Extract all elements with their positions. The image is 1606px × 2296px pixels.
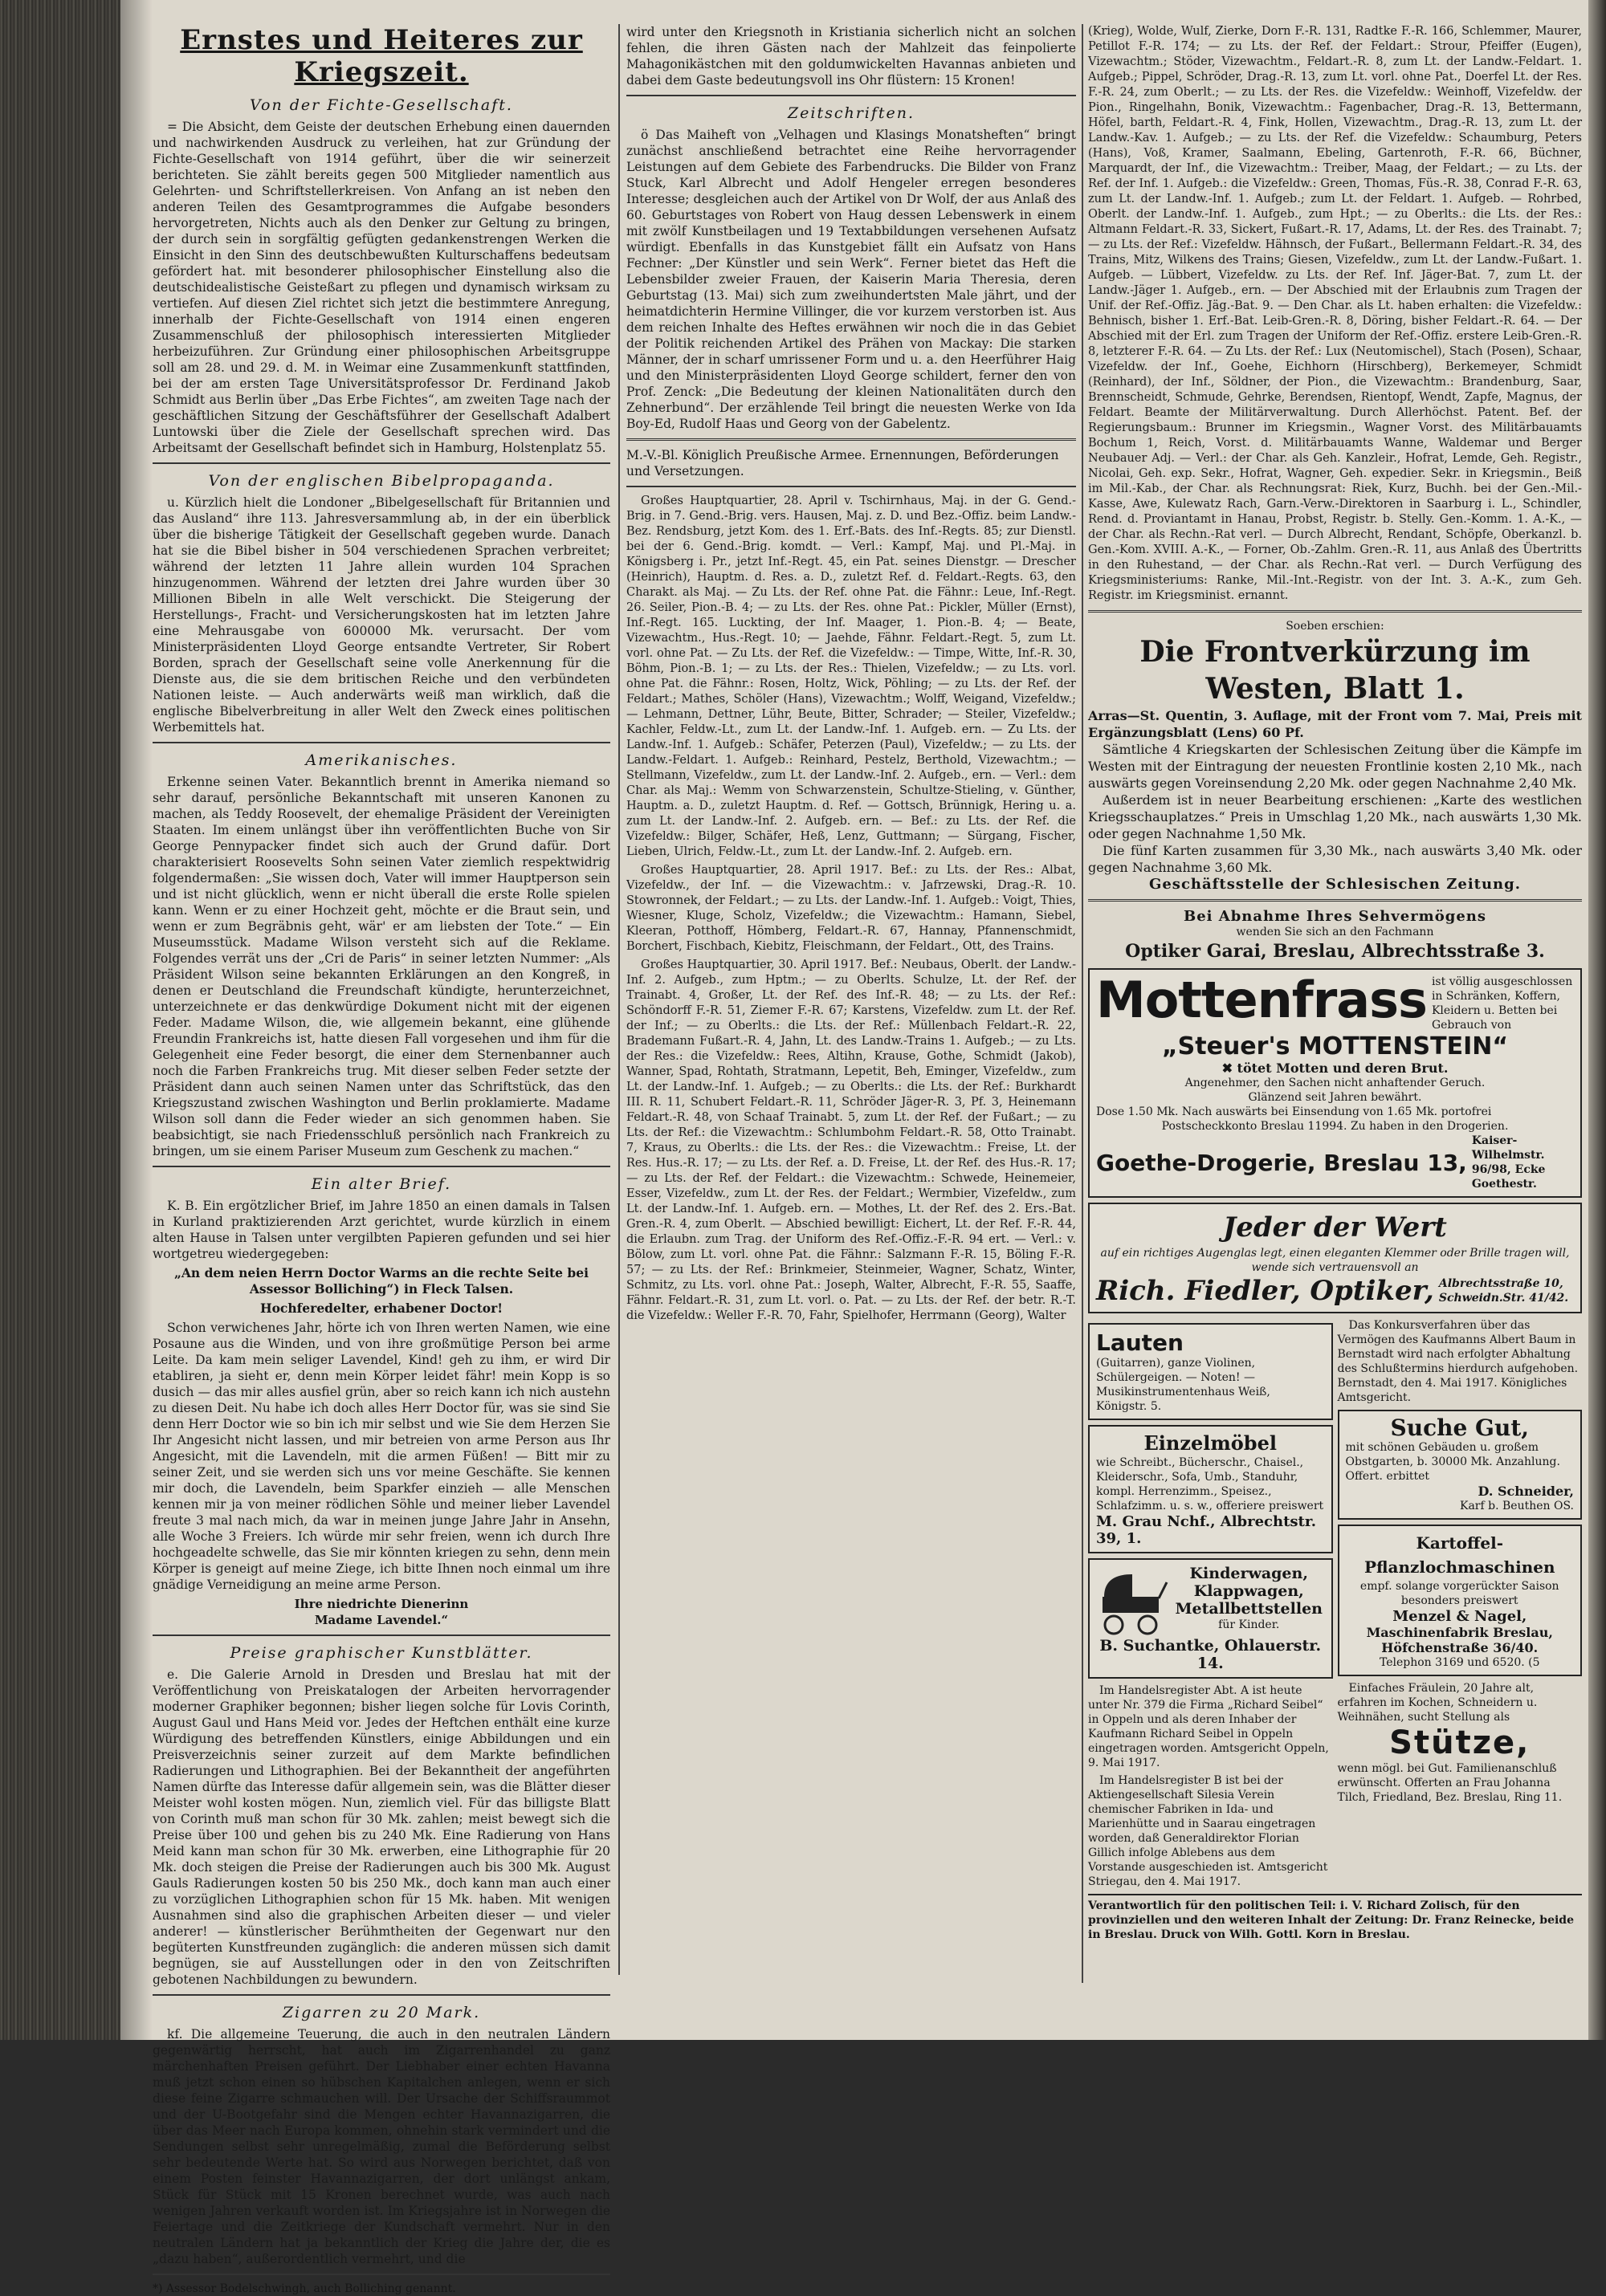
ad-claim: Angenehmer, den Sachen nicht anhaftender Geruch. (1184, 1077, 1486, 1089)
ad-claim: tötet Motten und deren Brut. (1237, 1060, 1449, 1076)
ad-name: Rich. Fiedler, Optiker, (1096, 1275, 1434, 1307)
column-2 (626, 24, 1076, 1983)
ad-title: Die Frontverkürzung im Westen, Blatt 1. (1139, 635, 1531, 706)
book-spine (0, 0, 120, 2040)
ad-kinderwagen (1088, 1558, 1333, 1679)
divider (626, 438, 1076, 441)
article-paragraph: ö Das Maiheft von „Velhagen und Klasings Monatsheften“ bringt zunächst anschließend betrachtet eine Reihe hervorragender Leistungen auf dem Gebiete des Farbendrucks. Die Bilder von Franz Stuck, Karl Albrecht und Adolf Hengeler erregen besonderes Interesse; desgleichen auch der Artikel von Dr Wolf, der aus Anlaß des 60. Geburtstages von Robert von Haug dessen Lebenswerk in einem mit zwölf Kunstbeilagen und 19 Textabbildungen versehenen Aufsatz würdigt. Ebenfalls in das Kunstgebiet fällt ein Aufsatz von Hans Fechner: „Der Künstler und sein Werk“. Ferner bietet das Heft die Lebensbilder zweier Frauen, der Kaiserin Maria Theresia, deren Geburtstag (13. Mai) sich zum zweihundertsten Male jährt, und der heimatdichterin Hermine Villinger, die vor kurzem verstorben ist. Aus dem reichen Inhalte des Heftes erwähnen wir noch die in das Gebiet der Politik reichenden Artikel des Prähen von Mackay: Die starken Männer, der in scharf umrissener Form und u. a. den Heerführer Haig und den Ministerpräsidenten Lloyd George schildert, ferner den von Prof. Zenck: „Die Bedeutung der kleinen Nationalitäten durch den Zehnerbund“. Der erzählende Teil bringt die neuesten Werke von Ida Boy-Ed, Rudolf Haas und Georg von der Gabelentz. (626, 128, 1076, 431)
article-paragraph: K. B. Ein ergötzlicher Brief, im Jahre 1850 an einen damals in Talsen in Kurland praktizierenden Arzt gerichtet, wurde kürzlich in einem alten Hause in Talsen unter vergilbten Papieren gefunden und sei hier wortgetreu wiedergegeben: (153, 1199, 610, 1261)
ad-claim: Glänzend seit Jahren bewährt. (1248, 1091, 1422, 1104)
ad-mottenstein (1088, 968, 1582, 1198)
ad-body: (Guitarren), ganze Violinen, Schülergeigen. — Noten! — Musikinstrumentenhaus Weiß, Königstr. 5. (1096, 1357, 1270, 1413)
ad-address: Höfchenstraße 36/40. (1381, 1640, 1539, 1655)
list-heading: M.-V.-Bl. Königlich Preußische Armee. Ernennungen, Beförderungen und Versetzungen. (626, 448, 1059, 478)
ad-title: Metallbettstellen (1175, 1600, 1323, 1618)
ad-body: empf. solange vorgerückter Saison besonders preiswert (1359, 1580, 1559, 1607)
ad-title: Stütze, (1389, 1724, 1531, 1761)
ad-body: mit schönen Gebäuden u. großem Obstgarten, b. 30000 Mk. Anzahlung. Offert. erbittet (1345, 1441, 1560, 1483)
article-title: Von der Fichte-Gesellschaft. (250, 96, 513, 114)
ad-body: auf ein richtiges Augenglas legt, einen eleganten Klemmer oder Brille tragen will, wende sich vertrauensvoll an (1100, 1247, 1570, 1274)
ad-body: wie Schreibt., Bücherschr., Chaisel., Kleiderschr., Sofa, Umb., Standuhr, kompl. Herrenzimm., Speisez., Schlafzimm. u. s. w., offeriere preiswert (1096, 1456, 1324, 1512)
ad-kartoffel (1338, 1525, 1583, 1676)
ad-body: Außerdem ist in neuer Bearbeitung erschienen: „Karte des westlichen Kriegsschauplatzes.“ Preis in Umschlag 1,20 Mk., nach auswärts 1,30 Mk. oder gegen Nachnahme 1,50 Mk. (1088, 792, 1582, 841)
letter-body: Schon verwichenes Jahr, hörte ich von Ihren werten Namen, wie eine Posaune aus die Winden, und von ihre großmütige Person bei arme Leite. Da kam mein seliger Lavendel, Kind! geh zu ihm, er wird Dir etabliren, ja sieht er, denn mein Körper leidet fähr! mein Kopp is so dusich — das mir alles ausfiel grün, aber so reich kann ich nich austehn zu diesen Deit. Nu habe ich doch alles Herr Doctor für, was sie sind Sie denn Herr Doctor wie so bin ich mir selbst und wie Sie dem Herzen Sie Ihr Angesicht nicht lassen, und mir betreien von arme Person aus Ihr Angesicht, mit die Lavendeln, mit die armen Füßen! — Bitt mir zu seiner Zeit, und sie werden sich uns vor meine Geschäfte. Sie kennen mir doch, die Lavendeln, beim Sparkfer einzieh — alle Menschen kennen mir ja von meiner rödlichen Söhle und meiner lieber Lavendel freute 3 mal nach mich, da war in meinen junge Jahre Jahr in Ansehn, alle Woche 3 Freiers. Ich würde mir sehr freien, wenn ich durch Ihre hochgeadelte schwelle, das Sie mir könnten kriegen zu sehn, denn mein Körper is geneigt auf meine Ziege, ich bitte Ihnen noch einmal um ihre gnädige Verneidigung an meine arme Person. (153, 1321, 610, 1592)
small-ads-grid (1088, 1318, 1582, 1889)
ad-suche-gut (1338, 1410, 1583, 1520)
ad-front-map (1088, 619, 1582, 893)
ad-body: Die fünf Karten zusammen für 3,30 Mk., nach auswärts 3,40 Mk. oder gegen Nachnahme 3,60 Mk. (1088, 843, 1582, 875)
divider (153, 462, 610, 464)
ad-stuetze (1338, 1681, 1583, 1805)
divider (153, 1634, 610, 1636)
ad-title: Klappwagen, (1193, 1582, 1304, 1600)
list-paragraph: Großes Hauptquartier, 30. April 1917. Bef.: Neubaus, Oberlt. der Landw.-Inf. 2. Aufgeb., zum Hptm.; — zu Oberlts. Schulze, Lt. der Ref. der Trainabt. 4, Großer, Lt. der Ref. des Inf.-R. 48; — zu Lts. der Ref.: Schöndorff F.-R. 51, Ziemer F.-R. 67; Karstens, Vizefeldw. zum Lt. der Ref. der Inf.; — zu Oberlts.: die Lts. der Ref.: Müllenbach Feldart.-R. 22, Brademann Fußart.-R. 4, Jahn, Lt. des Landw.-Trains 1. Aufgeb.; — zu Lts. der Res.: die Vizefeldw.: Rees, Altihn, Krause, Gothe, Schmidt (Jakob), Wanner, Spad, Rohtath, Stratmann, Lepetit, Beh, Eminger, Vizefeldw., zum Lt. der Landw.-Inf. 1. Aufgeb.; — zu Oberlts.: die Lts. der Ref.: Burkhardt III. R. 11, Schubert Feldart.-R. 11, Schröder Jäger-R. 3, Pf. 3, Heinemann Feldart.-R. 48, von Schaaf Trainabt. 5, zum Lt. der Ref. der Fußart.; — zu Lts. der Ref.: die Vizewachtm.: Schlumbohm Feldart.-R. 58, Otto Trainabt. 7, Kraus, zu Oberlts.: die Lts. der Res.: die Vizewachtm.: Freise, Lt. der Res. Hus.-R. 17; — zu Lts. der Ref. a. D. Freise, Lt. der Ref. des Hus.-R. 17; — zu Lts. der Ref. der Feldart.: die Vizewachtm.: Schwede, Heinemeier, Esser, Vizefeldw., zum Lt. der Res. der Feldart.; Wermbier, Vizefeldw., zum Lt. der Landw.-Inf. 1. Aufgeb. ern. — Mothes, Lt. der Ref. des 2. Ers.-Bat. Gren.-R. 4, zum Oberlt. — Abschied bewilligt: Eichert, Lt. der Ref. F.-R. 44, die Erlaubn. zum Trag. der Uniform des Ref.-Offiz.-F.-R. 94 ert. — Verl.: v. Bölow, zum Lt. vorl. ohne Pat. die Fähnr.: Salzmann F.-R. 15, Böling F.-R. 57; — zu Lts. der Ref.: Brinkmeier, Steinmeier, Wagner, Schatz, Winter, Schmitz, zu Lts. vorl. ohne Pat.: Joseph, Walter, Albrecht, F.-R. 55, Saaffe, Fähnr. Feldart.-R. 31, zum Lt. vorl. o. Pat. — zu Lts. der Ref. der betr. R.-T. die Vizefeldw.: Weller F.-R. 70, Fahr, Spielhofer, Herrmann (Georg), Walter (626, 959, 1076, 1322)
ad-line: Optiker Garai, Breslau, Albrechtsstraße 3. (1125, 941, 1545, 962)
spine-shadow (120, 0, 153, 2040)
ad-subtitle: Arras—St. Quentin, 3. Auflage, mit der Front vom 7. Mai, Preis mit Ergänzungsblatt (Lens) 60 Pf. (1088, 708, 1582, 740)
column-rule (618, 24, 620, 1975)
ad-line: Bei Abnahme Ihres Sehvermögens (1183, 908, 1486, 925)
letter-signature: Ihre niedrichte Dienerinn Madame Lavendel.“ (294, 1597, 469, 1627)
ad-name: D. Schneider, (1478, 1484, 1574, 1499)
ad-product: „Steuer's MOTTENSTEIN“ (1161, 1032, 1509, 1060)
ad-address: Karf b. Beuthen OS. (1460, 1500, 1574, 1512)
article-paragraph: = Die Absicht, dem Geiste der deutschen Erhebung einen dauernden und nachwirkenden Ausdruck zu verleihen, hat zur Gründung der Fichte-Gesellschaft von 1914 geführt, über die wir seinerzeit berichteten. Sie zählt bereits gegen 500 Mitglieder namentlich aus Gelehrten- und Schriftstellerkreisen. Von Anfang an ist neben den anderen Teilen des Gesamtprogrammes die Aufgabe besonders hervorgetreten, Nichts auch als den Denker zur Geltung zu bringen, der durch sein in sorgfältig gefügten gedankenstrengen Werken die Einsicht in den Sinn des deutschbewußten Kulturschaffens bedeutsam gefördert hat. mit besonderer philosophischer Einstellung also die deutschidealistische Geisteßart zu pflegen und dynamisch wirksam zu vertiefen. Auf diesen Ziel richtet sich jetzt die bestimmtere Anregung, innerhalb der Fichte-Gesellschaft von 1914 einen engeren Zusammenschluß der philosophisch interessierten Mitglieder herbeizuführen. Zur Gründung einer philosophischen Arbeitsgruppe soll am 28. und 29. d. M. in Weimar eine Zusammenkunft stattfinden, bei der am ersten Tage Universitätsprofessor Dr. Ferdinand Jakob Schmidt aus Berlin über „Das Erbe Fichtes“, am zweiten Tage nach der geschäftlichen Sitzung der Geschäftsführer der Gesellschaft Adalbert Luntowski über die Ziele der Gesellschaft sprechen wird. Das Arbeitsamt der Gesellschaft befindet sich in Hamburg, Holstenplatz 55. (153, 120, 610, 455)
ad-title: Suche Gut, (1390, 1415, 1529, 1441)
ad-subtitle: für Kinder. (1218, 1618, 1280, 1631)
page-right-edge (1588, 0, 1606, 2040)
divider (153, 2274, 610, 2275)
ad-konkurs: Das Konkursverfahren über das Vermögen des Kaufmanns Albert Baum in Bernstadt wird nach erfolgter Abhaltung des Schlußtermins hierdurch aufgehoben. Bernstadt, den 4. Mai 1917. Königliches Amtsgericht. (1337, 1319, 1579, 1404)
ad-pretitle: Soeben erschien: (1286, 620, 1384, 633)
ad-einzelmoebel (1088, 1425, 1333, 1553)
footnote: *) Assessor Bodelschwingh, auch Bolliching genannt. (153, 2282, 456, 2295)
ad-address: Albrechtsstraße 10, Schweidn.Str. 41/42. (1438, 1277, 1569, 1305)
letter-greeting: Hochferedelter, erhabener Doctor! (259, 1301, 503, 1316)
ad-name: Maschinenfabrik Breslau, (1366, 1625, 1553, 1640)
ad-shop: Goethe-Drogerie, Breslau 13, (1096, 1149, 1467, 1176)
ad-body: Einfaches Fräulein, 20 Jahre alt, erfahren im Kochen, Schneidern u. Weihnähen, sucht Stellung als (1337, 1682, 1538, 1724)
article-paragraph: Erkenne seinen Vater. Bekanntlich brennt in Amerika niemand so sehr darauf, persönliche Bekanntschaft mit unseren Kanonen zu machen, als Teddy Roosevelt, der ehemalige Präsident der Vereinigten Staaten. Im einem unlängst über ihn veröffentlichten Buche von Sir George Pennypacker findet sich auch der Grund dafür. Dort charakterisiert Roosevelts Sohn seinen Vater ziemlich respektwidrig folgendermaßen: „Sie wissen doch, Vater will immer Hauptperson sein und ist nicht glücklich, wenn er nicht überall die erste Rolle spielen kann. Wenn er zu einer Hochzeit geht, möchte er die Braut sein, und wenn er zum Begräbnis geht, wär' er am liebsten der Tote.“ — Ein Museumsstück. Madame Wilson versteht sich auf die Reklame. Folgendes verrät uns der „Cri de Paris“ in seiner letzten Nummer: „Als Präsident Wilson seine bekannten Erklärungen an den Kongreß, in denen er Deutschland die Freundschaft kündigte, herunterzeichnet, unterzeichnete er das denkwürdige Dokument nicht mit der eigenen Feder. Madame Wilson, die, wie allgemein bekannt, eine glühende Freundin Frankreichs ist, hatte diesen Fall vorgesehen und ihm für die Gelegenheit eine Feder besorgt, die einer dem Sternenbanner auch noch die Farben Frankreichs trug. Mit dieser selben Feder setzte der Präsident dann auch seinen Namen unter das Schriftstück, das den Kriegszustand zwischen Washington und Berlin proklamierte. Madame Wilson soll dann die Feder wieder an sich genommen haben. Sie beabsichtigt, sie nach Friedensschluß persönlich nach Frankreich zu bringen, um sie einem Pariser Museum zum Geschenk zu machen.“ (153, 775, 610, 1158)
article-paragraph: u. Kürzlich hielt die Londoner „Bibelgesellschaft für Britannien und das Ausland“ ihre 113. Jahresversammlung ab, in der ein überblick über die bisherige Tätigkeit der Gesellschaft gegeben wurde. Danach hat sie die Bibel bisher in 504 verschiedenen Sprachen verbreitet; während der letzten 11 Jahre allein wurden 104 Sprachen hinzugenommen. Während der letzten drei Jahre wurden über 30 Millionen Bibeln in alle Welt verschickt. Die Steigerung der Herstellungs-, Fracht- und Versicherungskosten hat im letzten Jahre eine Mehrausgabe von 600000 Mk. verursacht. Der vom Ministerpräsidenten Lloyd George entsandte Vertreter, Sir Robert Borden, sprach der Gesellschaft seine volle Anerkennung für die Dienste aus, die sie dem britischen Reiche und den verbündeten Nationen leiste. — Auch anderwärts weiß man wirklich, daß die englische Bibelverbreitung in aller Welt den Zweck eines politischen Werbemittels hat. (153, 495, 610, 735)
ad-body: wenn mögl. bei Gut. Familienanschluß erwünscht. Offerten an Frau Johanna Tilch, Friedland, Bez. Breslau, Ring 11. (1337, 1762, 1563, 1804)
article-title: Preise graphischer Kunstblätter. (230, 1644, 533, 1662)
ad-title: Lauten (1096, 1329, 1184, 1356)
column-3 (1088, 24, 1582, 1983)
article-title: Amerikanisches. (305, 751, 458, 769)
pram-icon (1096, 1565, 1168, 1637)
ad-lauten (1088, 1323, 1333, 1420)
ad-title: Jeder der Wert (1223, 1211, 1447, 1244)
divider (1088, 899, 1582, 902)
list-paragraph: (Krieg), Wolde, Wulf, Zierke, Dorn F.-R. 131, Radtke F.-R. 166, Schlemmer, Maurer, Petillot F.-R. 174; — zu Lts. der Ref. der Feldart.: Strour, Pfeiffer (Eugen), Vizewachtm.; Stöder, Vizewachtm., Feldart.-R. 8, zum Lt. der Landw.-Feldart. 1. Aufgeb.; Pippel, Schröder, Drag.-R. 13, zum Lt. vorl. ohne Pat., Doerfel Lt. der Res. F.-R. 24, zum Oberlt.; — zu Lts. der Res. die Vizefeldw.: Weinhoff, Vizefeldw. der Pion., Ringelhahn, Bonik, Vizewachtm.: Fagenbacher, Drag.-R. 13, Bettermann, Höfel, barth, Feldart.-R. 4, Fink, Hollen, Vizewachtm., Drag.-R. 13, zum Lt. der Landw.-Kav. 1. Aufgeb.; — zu Lts. der Ref. die Vizefeldw.: Schaumburg, Peters (Hans), Voß, Kramer, Saalmann, Ebeling, Gartenroth, F.-R. 66, Büchner, Marquardt, der Inf., die Vizewachtm.: Treiber, Maag, der Feldart.; — zu Lts. der Ref. der Inf. 1. Aufgeb.: die Vizefeldw.: Green, Thomas, Füs.-R. 38, Conrad F.-R. 63, zum Lt. der Landw.-Inf. 1. Aufgeb.; zum Lt. der Feldart. 1. Aufgeb. — Rohrbed, Oberlt. der Landw.-Inf. 1. Aufgeb., zum Hpt.; — zu Oberlts.: die Lts. der Res.: Altmann Feldart.-R. 33, Sickert, Fußart.-R. 17, Adams, Lt. der Res. des Trainabt. 7; — zu Lts. der Ref.: Vizefeldw. Hähnsch, der Fußart., Bellermann Feldart.-R. 34, des Trains, Mitz, Wilkens des Trains; Giesen, Vizefeldw., zum Lt. der Landw.-Fußart. 1. Aufgeb. — Lübbert, Vizefeldw. zu Lts. der Ref. Inf. Jäger-Bat. 7, zum Lt. der Landw.-Jäger 1. Aufgeb., ern. — Der Abschied mit der Erlaubnis zum Tragen der Unif. der Ref.-Offiz. Jäg.-Bat. 9. — Den Char. als Lt. haben erhalten: die Vizefeldw.: Behnisch, bisher 1. Erf.-Bat. Leib-Gren.-R. 8, Döring, bisher Feldart.-R. 64. — Der Abschied mit der Erl. zum Tragen der Uniform der Ref.-Offiz. erstere Leib-Gren.-R. 8, letzterer F.-R. 64. — Zu Lts. der Ref.: Lux (Neutomischel), Stach (Posen), Schaar, Vizefeldw. der Inf., Goehe, Eichhorn (Hirschberg), Berkemeyer, Schmidt (Reinhard), der Inf., Söldner, der Pion., die Vizewachtm.: Brandenburg, Saar, Brennscheidt, Schmude, Gehrke, Berendsen, Rientopf, Wendt, Zapfe, Magnus, der Feldart. Beamte der Militärverwaltung. Durch Allerhöchst. Patent. Bef. der Regierungsbaum.: Brunner im Kriegsmin., Wagner Vorst. des Militärbauamts Bochum 1, Reich, Vorst. d. Militärbauamts Wanne, Waldemar und Berger Neubauer Adj. — Verl.: der Char. als Geh. Kanzleir., Hofrat, Lemde, Geh. Registr., Nicolai, Geh. exp. Sekr., Hofrat, Wagner, Geh. expedier. Sekr. in Kriegsmin., Beiß im Mil.-Kab., der Char. als Rechnungsrat: Riek, Kurz, Buchh. bei der Gen.-Mil.-Kasse, Awe, Kulewatz Rach, Garn.-Verw.-Direktoren in Saarburg i. L., Schindler, Rend. d. Proviantamt in Hanau, Probst, Registr. b. Stelly. Gen.-Komm. 1. A.-K., — der Char. als Rechn.-Rat verl. — Durch Albrecht, Rendant, Schöpfe, Oberkanzl. b. Gen.-Kom. XVIII. A.-K., — Forner, Ob.-Zahlm. Gren.-R. 11, aus Anlaß des Übertritts in den Ruhestand, — der Char. als Rechn.-Rat verl. — Durch Verfügung des Kriegsministeriums: Ranke, Mil.-Int.-Registr. von der Int. 3. A.-K., zum Geh. Registr. im Kriegsminist. ernannt. (1088, 25, 1582, 602)
ad-optiker-garai (1088, 908, 1582, 963)
divider (626, 486, 1076, 487)
divider (626, 95, 1076, 96)
column-rule (1082, 24, 1083, 1983)
ad-handelsregister: Im Handelsregister B ist bei der Aktiengesellschaft Silesia Verein chemischer Fabriken in Ida- und Marienhütte und in Saarau eingetragen worden, daß Generaldirektor Florian Gillich infolge Ablebens aus dem Vorstande ausgeschieden ist. Amtsgericht Striegau, den 4. Mai 1917. (1088, 1774, 1328, 1888)
ad-price: Dose 1.50 Mk. Nach auswärts bei Einsendung von 1.65 Mk. portofrei (1096, 1105, 1492, 1118)
ad-title: Kartoffel-Pflanzlochmaschinen (1363, 1533, 1555, 1577)
article-paragraph: e. Die Galerie Arnold in Dresden und Breslau hat mit der Veröffentlichung von Preiskatalogen der Arbeiten hervorragender moderner Graphiker begonnen; bisher liegen solche für Lovis Corinth, August Gaul und Hans Meid vor. Jedes der Heftchen enthält eine kurze Würdigung des betreffenden Künstlers, einige Abbildungen und ein Preisverzeichnis seiner zurzeit auf dem Markte befindlichen Radierungen und Lithographien. Bei der Bekanntheit der angeführten Namen dürfte das Interesse dafür allgemein sein, was die Blätter dieser Meister wohl kosten mögen. Nun, ziemlich viel. Für das billigste Blatt von Corinth muß man schon für 30 Mk. zahlen; meist bewegt sich die Preise über 100 und gehen bis zu 240 Mk. Eine Radierung von Hans Meid kann man schon für 30 Mk. erwerben, eine Lithographie für 20 Mk. doch steigen die Preise der Radierungen auch bis 300 Mk. August Gauls Radierungen kosten 50 bis 250 Mk., doch kann man auch einer zu vorzüglichen Lithographien schon für 15 Mk. haben. Mit wenigen Ausnahmen sind also die graphischen Arbeiten dieser — und vieler anderer! — künstlerischer Berühmtheiten der Gegenwart nur den begüterten Kunstfreunden zugänglich: die anderen müssen sich damit begnügen, sie auf Ausstellungen oder in den von Zeitschriften gebotenen Nachbildungen zu bewundern. (153, 1667, 610, 1987)
article-paragraph: wird unter den Kriegsnoth in Kristiania sicherlich nicht an solchen fehlen, die ihren Gästen nach der Mahlzeit das feinpolierte Mahagonikästchen mit den goldumwickelten Havannas anbieten und dabei dem Gaste bedeutungsvoll ins Ohr flüstern: 15 Kronen! (626, 25, 1076, 88)
ad-body: Sämtliche 4 Kriegskarten der Schlesischen Zeitung über die Kämpfe im Westen mit der Eintragung der neuesten Frontlinie kosten 2,10 Mk., nach auswärts gegen Voreinsendung 2,20 Mk. oder gegen Nachnahme 2,40 Mk. (1088, 742, 1582, 791)
letter-address: „An dem neien Herrn Doctor Warms an die rechte Seite bei Assessor Bolliching“) in Fleck Talsen. (173, 1265, 589, 1297)
ad-line: wenden Sie sich an den Fachmann (1236, 926, 1434, 938)
list-paragraph: Großes Hauptquartier, 28. April v. Tschirnhaus, Maj. in der G. Gend.-Brig. in 7. Gend.-Brig. vers. Hausen, Maj. z. D. und Bez.-Offiz. beim Landw.-Bez. Rendsburg, jetzt Kom. des 1. Erf.-Bats. des Inf.-Regts. 85; zur Dienstl. bei der 6. Gend.-Brig. komdt. — Verl.: Kampf, Maj. und Pl.-Maj. in Königsberg i. Pr., jetzt Inf.-Regt. 45, ein Pat. seines Dienstgr. — Drescher (Heinrich), Hauptm. d. Res. a. D., zuletzt Ref. d. Feldart.-Regts. 63, den Charakt. als Maj. — Zu Lts. der Ref. ohne Pat. die Fähnr.: Leue, Inf.-Regt. 26. Seiler, Pion.-B. 4; — zu Lts. der Res. ohne Pat.: Pickler, Müller (Ernst), Inf.-Regt. 165. Luckting, der Inf. Maager, 1. Pion.-B. 4; — Beate, Vizewachtm., Hus.-Regt. 10; — Jaehde, Fähnr. Feldart.-Regt. 5, zum Lt. vorl. ohne Pat. — Zu Lts. der Ref. die Vizefeldw.: — Timpe, Witte, Inf.-R. 30, Böhm, Pion.-B. 1; — zu Lts. der Res.: Thielen, Vizefeldw.; — zu Lts. vorl. ohne Pat. die Fähnr.: Rosen, Holtz, Wick, Pöhling; — zu Lts. der Ref. der Feldart.; Mathes, Schöler (Hans), Vizewachtm.; Wolff, Weigand, Vizefeldw.; — Lehmann, Dettner, Lühr, Beute, Bitter, Schrader; — Steiler, Vizefeldw.; Kachler, Feldw.-Lt., zum Lt. der Landw.-Inf. 1. Aufgeb. ern. — Zu Lts. der Landw.-Inf. 1. Aufgeb.: Schäfer, Peterzen (Paul), Vizefeldw.; — zu Lts. der Landw.-Feldart. 1. Aufgeb.: Reinhard, Pestelz, Berthold, Vizewachtm.; — Stellmann, Vizefeldw., zum Lt. der Landw.-Inf. 2. Aufgeb., ern. — Verl.: dem Char. als Maj.: Wemm von Schwarzenstein, Schultze-Stieling, v. Günther, Hauptm. a. D., zuletzt Hauptm. d. Ref. — Gottsch, Brünnigk, Hering u. a. zum Lt. der Landw.-Inf. 2. Aufgeb. ern. — Bef.: zu Lts. der Ref. die Vizefeldw.: Bilger, Schäfer, Heß, Lenz, Guttmann; — Sürgang, Fischer, Lieben, Ulrich, Feldw.-Lt., zum Lt. der Landw.-Inf. 2. Aufgeb. ern. (626, 495, 1076, 858)
ad-signature: Geschäftsstelle der Schlesischen Zeitung. (1148, 876, 1521, 893)
ad-name: B. Suchantke, Ohlauerstr. 14. (1099, 1637, 1322, 1672)
ad-address: Kaiser-Wilhelmstr. 96/98, Ecke Goethestr. (1471, 1134, 1546, 1191)
article-title: Zeitschriften. (787, 104, 915, 122)
article-title: Ein alter Brief. (311, 1175, 452, 1193)
small-ads-right (1338, 1318, 1583, 1889)
small-ads-left (1088, 1318, 1333, 1889)
article-paragraph: kf. Die allgemeine Teuerung, die auch in den neutralen Ländern gegenwärtig herrscht, hat auch im Zigarrenhandel zu ganz märchenhaften Preisen geführt. Der Liebhaber einer echten Havanna muß jetzt schon einen so hübschen Kapitalchen anlegen, wenn er sich diese feine Zigarre schmauchen will. Der Ursache der Schiffsraummot und der U-Bootgefahr sind die Mengen echter Havannazigarren, die über das Meer nach Europa kommen, ohnehin stark vermindert und die Sendungen selbst sehr unregelmäßig, zumal die Beförderung selbst sehr bedeutende Werte hat. So wird aus Norwegen berichtet, daß von einem Posten feinster Havannazigarren, der dort unlängst ankam, Stück für Stück mit 15 Kronen berechnet wurde, was auch nach wenigen Jahren verkauft worden ist. Im Kriegsjahre ist in Norwegen die Feiertage und die Zeitkriege der Kundschaft vermehrt. Nur in den neutralen Ländern hat ja bekanntlich der Krieg die Jahre der, die es „dazu haben“, außerordentlich vermehrt, und die (153, 2027, 610, 2266)
column-1 (153, 24, 610, 2295)
ad-name: M. Grau Nchf., Albrechtstr. 39, 1. (1096, 1513, 1316, 1547)
imprint: Verantwortlich für den politischen Teil: i. V. Richard Zolisch, für den provinziellen und den weiteren Inhalt der Zeitung: Dr. Franz Reinecke, beide in Breslau. Druck von Wilh. Gottl. Korn in Breslau. (1088, 1894, 1582, 1942)
divider (153, 1166, 610, 1167)
section-masthead: Ernstes und Heiteres zur Kriegszeit. (180, 24, 583, 88)
ad-postal: Postscheckkonto Breslau 11994. Zu haben in den Drogerien. (1161, 1120, 1509, 1133)
divider (153, 742, 610, 743)
ad-name: Menzel & Nagel, (1392, 1608, 1527, 1625)
ad-handelsregister: Im Handelsregister Abt. A ist heute unter Nr. 379 die Firma „Richard Seibel“ in Oppeln und als deren Inhaber der Kaufmann Richard Seibel in Oppeln eingetragen worden. Amtsgericht Oppeln, 9. Mai 1917. (1088, 1684, 1329, 1769)
article-title: Zigarren zu 20 Mark. (282, 2004, 481, 2021)
ad-side-text: ist völlig ausgeschlossen in Schränken, Koffern, Kleidern u. Betten bei Gebrauch von (1431, 975, 1573, 1032)
ad-phone: Telephon 3169 und 6520. (5 (1379, 1656, 1540, 1669)
moth-icon: ✖ (1221, 1060, 1237, 1076)
divider (1088, 610, 1582, 613)
ad-fiedler (1088, 1203, 1582, 1313)
divider (153, 1994, 610, 1996)
list-paragraph: Großes Hauptquartier, 28. April 1917. Bef.: zu Lts. der Res.: Albat, Vizefeldw., der Inf. — die Vizewachtm.: v. Jafrzewski, Drag.-R. 10. Stowronnek, der Feldart.; — zu Lts. der Landw.-Inf. 1. Aufgeb.: Voigt, Thies, Wiesner, Kluge, Scholz, Vizefeldw.; die Vizewachtm.: Hamann, Siebel, Kleeran, Potthoff, Hömberg, Feldart.-R. 67, Hannay, Pfannenschmidt, Borchert, Fischbach, Kiebitz, Fleischmann, der Feldart., Ott, des Trains. (626, 864, 1076, 953)
article-title: Von der englischen Bibelpropaganda. (208, 472, 555, 490)
ad-title: Einzelmöbel (1143, 1431, 1277, 1455)
ad-title: Mottenfrass (1096, 971, 1427, 1029)
ad-title: Kinderwagen, (1189, 1565, 1308, 1582)
